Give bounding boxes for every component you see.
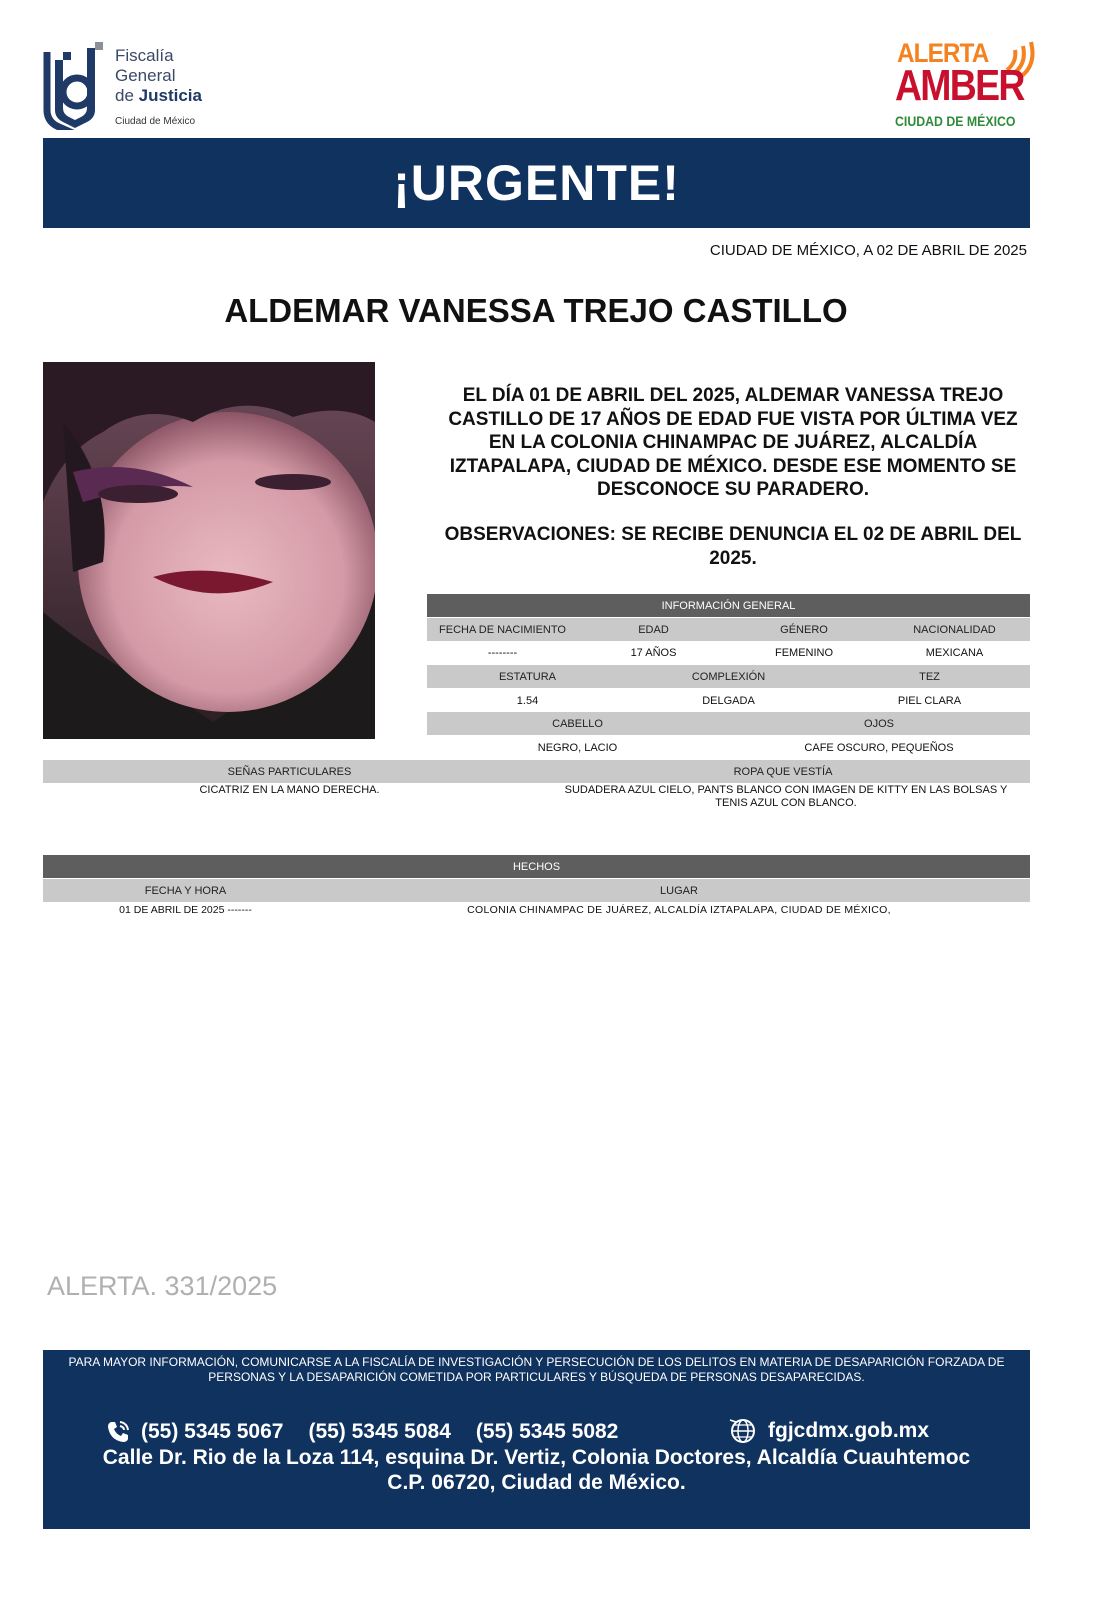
amber-line1: ALERTA bbox=[897, 38, 989, 68]
facts-column-headers bbox=[43, 879, 1030, 902]
fgj-name bbox=[115, 46, 202, 106]
header-birthdate: FECHA DE NACIMIENTO bbox=[439, 623, 566, 636]
header-age: EDAD bbox=[638, 623, 669, 636]
value-build: DELGADA bbox=[702, 694, 755, 707]
fgj-city: Ciudad de México bbox=[115, 116, 196, 127]
header-eyes: OJOS bbox=[864, 717, 894, 730]
footer-address bbox=[43, 1445, 1030, 1495]
amber-line2: AMBER bbox=[895, 61, 1024, 110]
fgj-logo bbox=[43, 40, 243, 135]
contact-footer bbox=[43, 1350, 1030, 1529]
header-nationality: NACIONALIDAD bbox=[913, 623, 996, 636]
facts-title: HECHOS bbox=[512, 860, 561, 873]
fgj-line3-bold: Justicia bbox=[138, 86, 202, 105]
phone-1[interactable]: (55) 5345 5067 bbox=[141, 1420, 284, 1443]
value-clothing: SUDADERA AZUL CIELO, PANTS BLANCO CON IMAGEN DE KITTY EN LAS BOLSAS Y TENIS AZUL CON BLANCO. bbox=[564, 784, 1008, 809]
info-general-title: INFORMACIÓN GENERAL bbox=[661, 599, 796, 612]
footer-info-text: PARA MAYOR INFORMACIÓN, COMUNICARSE A LA FISCALÍA DE INVESTIGACIÓN Y PERSECUCIÓN DE LOS DELITOS EN MATERIA DE DESAPARICIÓN FORZADA DE PERSONAS Y LA DESAPARICIÓN COMETIDA POR PARTICULARES Y BÚSQUEDA DE PERSONAS DESAPARECIDAS. bbox=[68, 1355, 1005, 1384]
fgj-line1: Fiscalía bbox=[115, 46, 174, 65]
value-age: 17 AÑOS bbox=[630, 646, 677, 659]
info-row4-headers bbox=[43, 760, 1030, 783]
facts-header bbox=[43, 855, 1030, 878]
value-place: COLONIA CHINAMPAC DE JUÁREZ, ALCALDÍA IZTAPALAPA, CIUDAD DE MÉXICO, bbox=[467, 904, 891, 916]
address-line2: C.P. 06720, Ciudad de México. bbox=[387, 1471, 686, 1494]
case-observations: OBSERVACIONES: SE RECIBE DENUNCIA EL 02 DE ABRIL DEL 2025. bbox=[444, 524, 1022, 569]
header-hair: CABELLO bbox=[552, 717, 603, 730]
info-row2-headers bbox=[427, 665, 1030, 688]
header-gender: GÉNERO bbox=[780, 623, 828, 636]
person-name: ALDEMAR VANESSA TREJO CASTILLO bbox=[224, 292, 848, 329]
header-skin: TEZ bbox=[919, 670, 940, 683]
fgj-line3-prefix: de bbox=[115, 86, 134, 105]
value-datetime: 01 DE ABRIL DE 2025 ------- bbox=[119, 904, 252, 916]
website-link[interactable]: fgjcdmx.gob.mx bbox=[768, 1419, 930, 1442]
header-build: COMPLEXIÓN bbox=[691, 670, 766, 683]
phone-icon bbox=[105, 1419, 131, 1445]
phone-3[interactable]: (55) 5345 5082 bbox=[475, 1420, 619, 1443]
value-height: 1.54 bbox=[516, 694, 539, 707]
header-marks: SEÑAS PARTICULARES bbox=[227, 765, 352, 778]
fgj-line2: General bbox=[115, 66, 176, 85]
address-line1: Calle Dr. Rio de la Loza 114, esquina Dr. Vertiz, Colonia Doctores, Alcaldía Cuauhtemoc bbox=[102, 1446, 971, 1469]
header-height: ESTATURA bbox=[498, 670, 557, 683]
value-nationality: MEXICANA bbox=[925, 646, 984, 659]
info-row3-values bbox=[427, 736, 1030, 759]
document-date: CIUDAD DE MÉXICO, A 02 DE ABRIL DE 2025 bbox=[709, 242, 1027, 259]
globe-icon bbox=[728, 1417, 758, 1445]
urgent-banner bbox=[43, 138, 1030, 228]
fgj-emblem-icon bbox=[43, 40, 107, 130]
value-skin: PIEL CLARA bbox=[897, 694, 962, 707]
photo-illustration bbox=[43, 362, 375, 739]
header-clothing: ROPA QUE VESTÍA bbox=[733, 765, 833, 778]
header-place: LUGAR bbox=[660, 884, 698, 897]
value-eyes: CAFE OSCURO, PEQUEÑOS bbox=[804, 741, 954, 754]
case-description: EL DÍA 01 DE ABRIL DEL 2025, ALDEMAR VANESSA TREJO CASTILLO DE 17 AÑOS DE EDAD FUE VISTA POR ÚLTIMA VEZ EN LA COLONIA CHINAMPAC DE JUÁREZ, ALCALDÍA IZTAPALAPA, CIUDAD DE MÉXICO. DESDE ESE MOMENTO SE DESCONOCE SU PARADERO. bbox=[448, 385, 1018, 500]
fgj-line3 bbox=[115, 86, 202, 106]
value-hair: NEGRO, LACIO bbox=[537, 741, 618, 754]
person-photo bbox=[43, 362, 375, 739]
footer-phones bbox=[105, 1419, 643, 1445]
info-row2-values bbox=[427, 689, 1030, 712]
alerta-amber-logo bbox=[895, 38, 1040, 133]
info-row1-headers bbox=[427, 618, 1030, 641]
header-datetime: FECHA Y HORA bbox=[144, 884, 227, 897]
info-row1-values bbox=[427, 641, 1030, 664]
value-birthdate: -------- bbox=[487, 646, 518, 659]
facts-values bbox=[43, 903, 1030, 917]
footer-website bbox=[728, 1417, 929, 1445]
value-marks: CICATRIZ EN LA MANO DERECHA. bbox=[199, 784, 380, 796]
info-general-header bbox=[427, 594, 1030, 617]
urgent-title: ¡URGENTE! bbox=[393, 155, 680, 211]
value-gender: FEMENINO bbox=[774, 646, 834, 659]
alert-number: ALERTA. 331/2025 bbox=[47, 1271, 278, 1301]
info-row4-values bbox=[43, 784, 1030, 810]
info-row3-headers bbox=[427, 712, 1030, 735]
phone-2[interactable]: (55) 5345 5084 bbox=[308, 1420, 451, 1443]
amber-line3: CIUDAD DE MÉXICO bbox=[895, 113, 1016, 129]
